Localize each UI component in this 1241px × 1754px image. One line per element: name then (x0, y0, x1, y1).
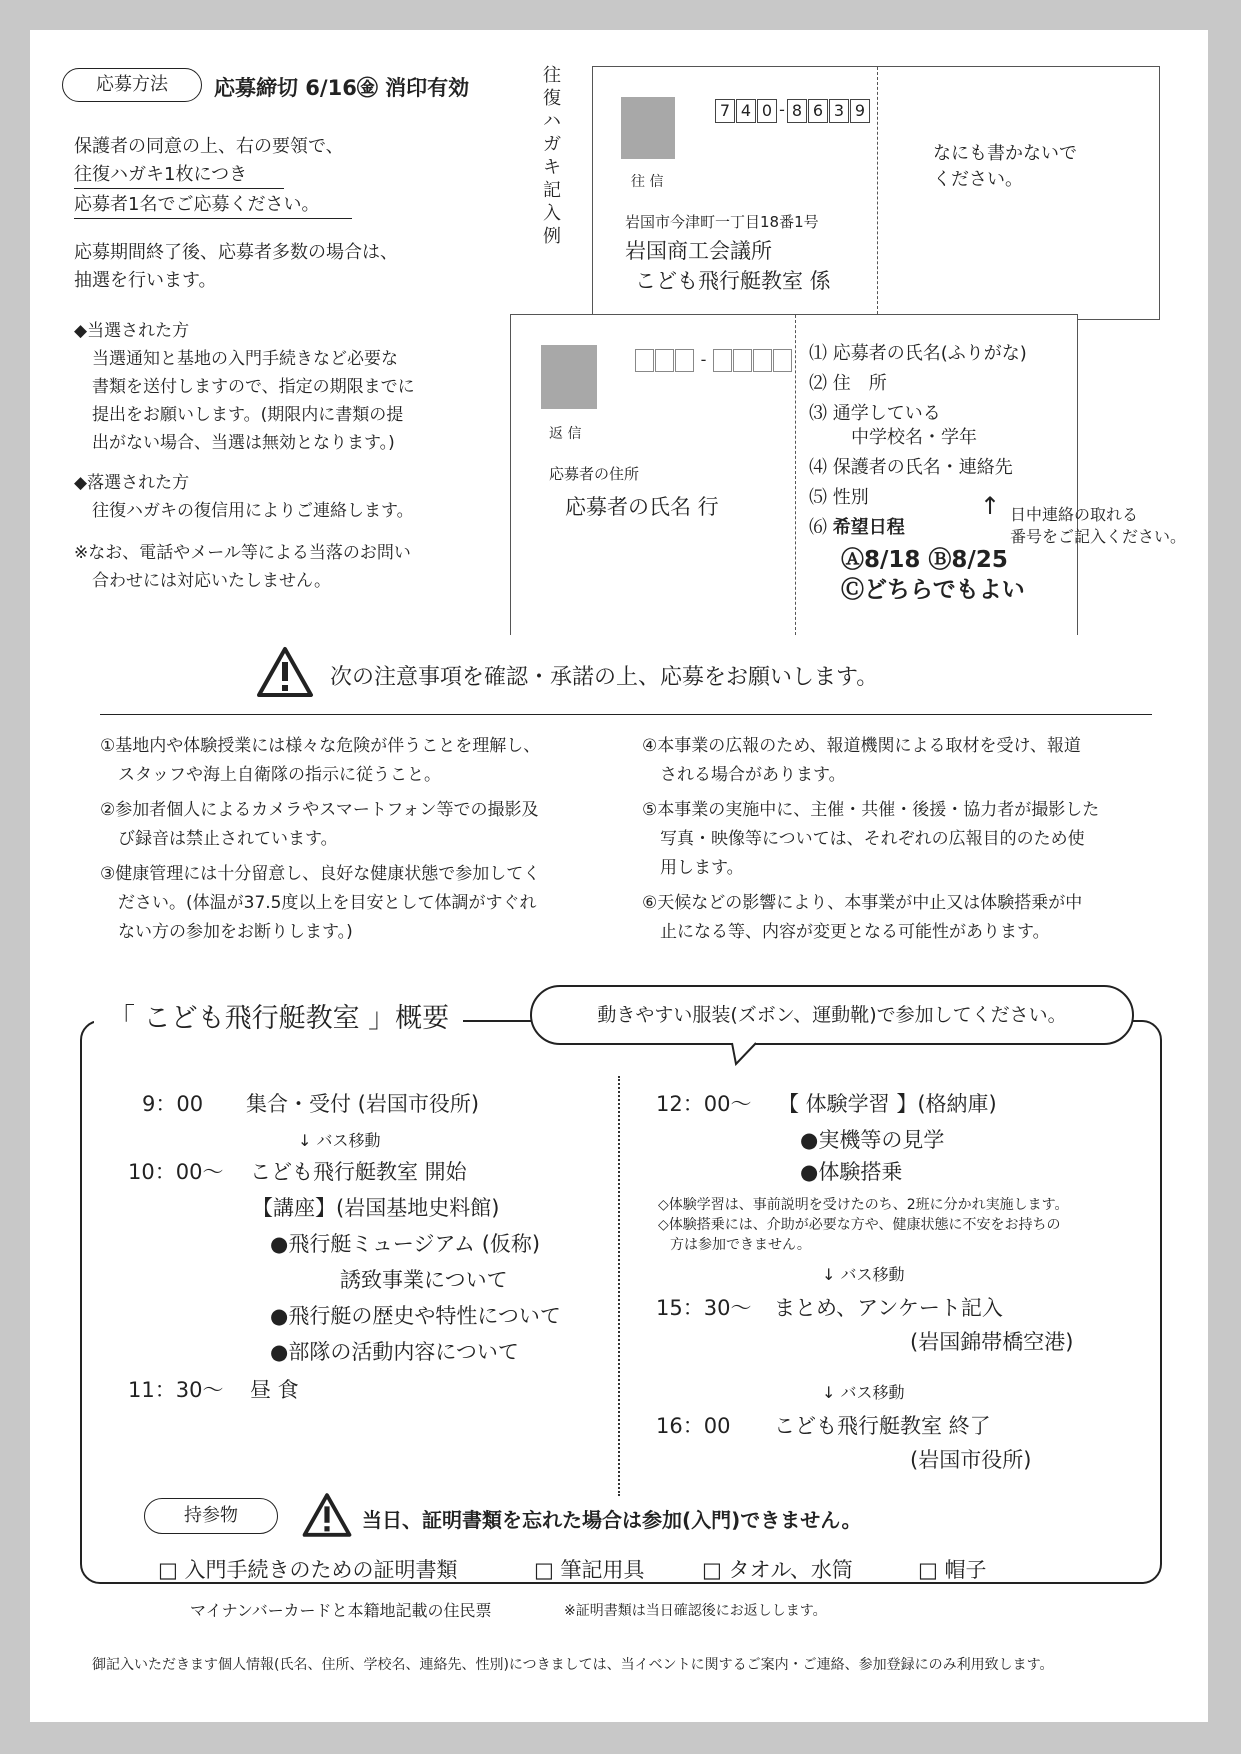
event-lunch: 昼 食 (250, 1378, 299, 1402)
time-0900: 9：00 (142, 1092, 204, 1116)
certificate-examples: マイナンバーカードと本籍地記載の住民票 (190, 1601, 492, 1620)
blank-note-line-1: なにも書かないで (933, 143, 1077, 164)
time-1200: 12：00～ (656, 1092, 752, 1116)
caution-line: ⑥天候などの影響により、本事業が中止又は体験搭乗が中 (642, 893, 1083, 913)
belonging-item-stationery: □ 筆記用具 (534, 1558, 645, 1582)
postcard-example-vertical-label (540, 64, 564, 248)
time-1130: 11：30～ (128, 1378, 224, 1402)
reply-name: 応募者の氏名 行 (565, 495, 719, 519)
warning-icon (256, 646, 314, 698)
caution-line: 止になる等、内容が変更となる可能性があります。 (660, 922, 1050, 942)
event-end: こども飛行艇教室 終了 (774, 1414, 991, 1438)
lottery-line-1: 応募期間終了後、応募者多数の場合は、 (74, 242, 398, 263)
win-line-4: 出がない場合、当選は無効となります。) (92, 433, 395, 453)
reply-postcard (510, 314, 1078, 635)
caution-line: び録音は禁止されています。 (118, 829, 338, 849)
bus-move-1: ↓ バス移動 (822, 1265, 905, 1284)
caution-line: ①基地内や体験授業には様々な危険が伴うことを理解し、 (100, 736, 541, 756)
event-experience: 【 体験学習 】(格納庫) (778, 1092, 997, 1116)
item-3-cont: 中学校名・学年 (851, 427, 977, 448)
item-2: ⑵ 住 所 (809, 373, 887, 394)
win-line-3: 提出をお願いします。(期限内に書類の提 (92, 405, 404, 425)
caution-line: ⑤本事業の実施中に、主催・共催・後援・協力者が撮影した (642, 800, 1100, 820)
time-1600: 16：00 (656, 1414, 731, 1438)
lecture-heading: 【講座】(岩国基地史料館) (252, 1196, 500, 1220)
flyer-page (30, 30, 1208, 1722)
outgoing-address: 岩国市今津町一丁目18番1号 (625, 213, 819, 231)
caution-item (642, 889, 1162, 947)
lose-line-1: 往復ハガキの復信用によりご連絡します。 (92, 501, 414, 521)
deadline: 応募締切 6/16㊎ 消印有効 (214, 76, 470, 100)
vertical-label-char: 復 (543, 88, 561, 109)
date-options-1: Ⓐ8/18 Ⓑ8/25 (841, 547, 1008, 573)
intro-line-2: 往復ハガキ1枚につき (74, 160, 284, 189)
event-wrapup: まとめ、アンケート記入 (774, 1296, 1003, 1320)
caution-line: ②参加者個人によるカメラやスマートフォン等での撮影及 (100, 800, 539, 820)
apply-method-pill: 応募方法 (62, 68, 202, 102)
zip-digit: 0 (757, 99, 777, 123)
bus-move: ↓ バス移動 (298, 1131, 381, 1150)
outgoing-org: 岩国商工会議所 (625, 239, 772, 263)
contact-note-line-2: 番号をご記入ください。 (1010, 527, 1187, 546)
stamp-placeholder (621, 97, 675, 159)
zip-digit: 6 (808, 99, 828, 123)
note-line-2: 合わせには対応いたしません。 (92, 571, 332, 591)
zip-digit: 9 (850, 99, 870, 123)
certificate-warning: 当日、証明書類を忘れた場合は参加(入門)できません。 (362, 1508, 862, 1532)
warning-icon (302, 1492, 352, 1538)
caution-item (100, 860, 616, 947)
privacy-notice: 御記入いただきます個人情報(氏名、住所、学校名、連絡先、性別)につきましては、当イベントに関するご案内・ご連絡、参加登録にのみ利用致します。 (92, 1657, 1054, 1673)
item-1: ⑴ 応募者の氏名(ふりがな) (809, 343, 1027, 364)
overview-title: 「 こども飛行艇教室 」概要 (94, 996, 463, 1035)
win-line-1: 当選通知と基地の入門手続きなど必要な (92, 349, 398, 369)
vertical-label-char: ハ (543, 111, 561, 132)
time-1530: 15：30～ (656, 1296, 752, 1320)
wrapup-place: (岩国錦帯橋空港) (910, 1330, 1074, 1354)
vertical-label-char: 往 (543, 65, 561, 86)
vertical-label-char: 例 (543, 226, 561, 247)
bus-move-2: ↓ バス移動 (822, 1383, 905, 1402)
belonging-item-towel: □ タオル、水筒 (702, 1558, 853, 1582)
belonging-item-hat: □ 帽子 (918, 1558, 987, 1582)
event-gathering: 集合・受付 (岩国市役所) (246, 1092, 480, 1116)
intro-line-1: 保護者の同意の上、右の要領で、 (74, 136, 344, 157)
lottery-line-2: 抽選を行います。 (74, 270, 217, 291)
speech-bubble-tail (730, 1040, 760, 1066)
end-place: (岩国市役所) (910, 1448, 1032, 1472)
reply-label: 返 信 (549, 426, 582, 442)
lecture-item-3: ●部隊の活動内容について (270, 1340, 519, 1364)
caution-line: 用します。 (660, 858, 744, 878)
item-5: ⑸ 性別 (809, 487, 869, 508)
caution-line: 写真・映像等については、それぞれの広報目的のため使 (660, 829, 1085, 849)
contact-note-line-1: 日中連絡の取れる (1010, 505, 1139, 524)
caution-title: 次の注意事項を確認・承諾の上、応募をお願いします。 (330, 665, 879, 690)
caution-line: ③健康管理には十分留意し、良好な健康状態で参加してく (100, 864, 541, 884)
caution-list-right (642, 732, 1162, 953)
vertical-label-char: キ (543, 157, 561, 178)
experience-note-1: ◇体験学習は、事前説明を受けたのち、2班に分かれ実施します。 (658, 1197, 1069, 1213)
zip-digit: 4 (736, 99, 756, 123)
certificate-return-note: ※証明書類は当日確認後にお返しします。 (564, 1603, 827, 1619)
caution-item (100, 732, 616, 790)
lecture-item-2: ●飛行艇の歴史や特性について (270, 1304, 561, 1328)
caution-item (642, 732, 1162, 790)
zip-digit: 7 (715, 99, 735, 123)
zip-dash: - (779, 100, 785, 119)
caution-line: ださい。(体温が37.5度以上を目安として体調がすぐれ (118, 893, 537, 913)
caution-line: される場合があります。 (660, 765, 846, 785)
caution-line: スタッフや海上自衛隊の指示に従うこと。 (118, 765, 441, 785)
zip-digit: 8 (787, 99, 807, 123)
blank-note-line-2: ください。 (933, 169, 1023, 190)
caution-item (642, 796, 1162, 883)
zip-code-boxes (715, 99, 870, 123)
experience-item-2: ●体験搭乗 (800, 1160, 903, 1184)
divider (100, 714, 1152, 715)
item-6: ⑹ 希望日程 (809, 517, 905, 538)
caution-line: ない方の参加をお断りします。) (118, 922, 353, 942)
caution-list-left (100, 732, 616, 953)
schedule-divider (618, 1076, 620, 1496)
intro-line-3: 応募者1名でご応募ください。 (74, 190, 352, 219)
belongings-pill: 持参物 (144, 1498, 278, 1534)
caution-item (100, 796, 616, 854)
vertical-label-char: ガ (543, 134, 561, 155)
reply-address-label: 応募者の住所 (549, 465, 640, 483)
stamp-placeholder (541, 345, 597, 409)
vertical-label-char: 入 (543, 203, 561, 224)
outgoing-dept: こども飛行艇教室 係 (635, 269, 831, 293)
lecture-item-1: ●飛行艇ミュージアム (仮称) (270, 1232, 541, 1256)
lose-heading: ◆落選された方 (74, 473, 190, 493)
time-1000: 10：00～ (128, 1160, 224, 1184)
arrow-up-icon: ↑ (980, 492, 1001, 520)
vertical-label-char: 記 (543, 180, 561, 201)
experience-item-1: ●実機等の見学 (800, 1128, 945, 1152)
date-options-2: Ⓒどちらでもよい (841, 577, 1025, 603)
belonging-item-certificate: □ 入門手続きのための証明書類 (158, 1558, 458, 1582)
win-line-2: 書類を送付しますので、指定の期限までに (92, 377, 415, 397)
note-line-1: ※なお、電話やメール等による当落のお問い (74, 543, 411, 563)
experience-note-2b: 方は参加できません。 (670, 1237, 811, 1253)
blank-zip-boxes: - (635, 349, 792, 372)
event-start: こども飛行艇教室 開始 (250, 1160, 467, 1184)
caution-line: ④本事業の広報のため、報道機関による取材を受け、報道 (642, 736, 1081, 756)
item-4: ⑷ 保護者の氏名・連絡先 (809, 457, 1013, 478)
outgoing-postcard (592, 66, 1160, 320)
win-heading: ◆当選された方 (74, 321, 190, 341)
lecture-item-1-cont: 誘致事業について (340, 1268, 508, 1292)
clothing-speech-bubble: 動きやすい服装(ズボン、運動靴)で参加してください。 (530, 985, 1134, 1045)
zip-digit: 3 (829, 99, 849, 123)
outgoing-label: 往 信 (631, 174, 664, 190)
item-3: ⑶ 通学している (809, 403, 941, 424)
experience-note-2a: ◇体験搭乗には、介助が必要な方や、健康状態に不安をお持ちの (658, 1217, 1061, 1233)
